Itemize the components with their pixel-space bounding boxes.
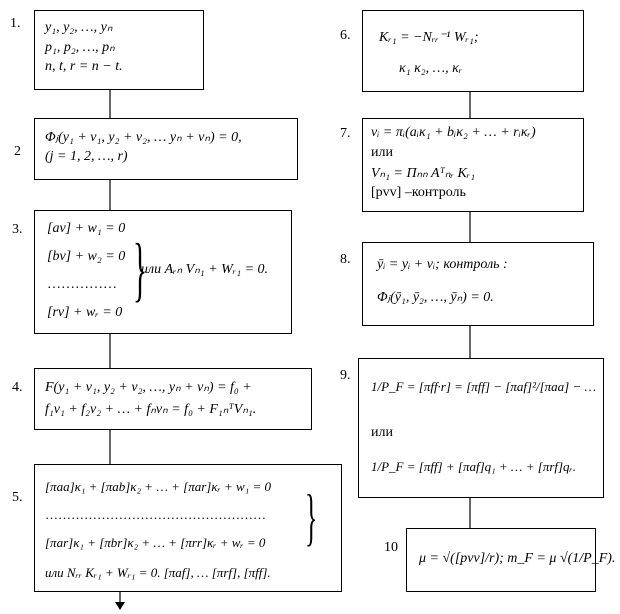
- step-5-line-3: [πar]κ₁ + [πbr]κ₂ + … + [πrr]κᵣ + wᵣ = 0: [45, 535, 266, 550]
- step-10-line-1: μ = √([pvv]/r); m_F = μ √(1/P_F).: [419, 551, 616, 566]
- arrow-down-icon: [115, 602, 125, 610]
- step-2-line-2: (j = 1, 2, …, r): [45, 149, 128, 164]
- step-3-brace: }: [133, 229, 147, 309]
- step-7-number: 7.: [340, 126, 351, 141]
- step-6-line-2: κ₁ κ₂, …, κᵣ: [399, 61, 463, 76]
- step-8-line-2: Φⱼ(ȳ₁, ȳ₂, …, ȳₙ) = 0.: [377, 290, 494, 305]
- step-5-line-1: [πaa]κ₁ + [πab]κ₂ + … + [πar]κᵣ + w₁ = 0: [45, 479, 272, 494]
- step-10-number: 10: [384, 540, 398, 555]
- step-5-line-4: или Nᵣᵣ Kᵣ₁ + Wᵣ₁ = 0. [πaf], … [πrf], [πff].: [45, 565, 271, 580]
- step-9-line-3: 1/P_F = [πff] + [πaf]q₁ + … + [πrf]qᵣ.: [371, 459, 577, 474]
- step-1-line-3: n, t, r = n − t.: [45, 59, 123, 74]
- step-6-box: [362, 10, 584, 92]
- step-6-number: 6.: [340, 28, 351, 43]
- step-7-line-3: Vₙ₁ = Πₙₙ Aᵀₙᵣ Kᵣ₁: [371, 166, 476, 181]
- step-2-number: 2: [14, 144, 21, 159]
- step-1-line-2: p₁, p₂, …, pₙ: [45, 40, 115, 55]
- step-3-box: [34, 210, 292, 334]
- step-8-box: [362, 242, 594, 326]
- step-1-number: 1.: [10, 16, 21, 31]
- step-3-dots: ……………: [47, 277, 117, 292]
- step-3-line-1: [av] + w₁ = 0: [47, 221, 126, 236]
- step-6-line-1: Kᵣ₁ = −Nᵣᵣ⁻¹ Wᵣ₁;: [379, 30, 479, 45]
- step-4-box: [34, 368, 312, 430]
- step-7-line-1: vᵢ = πᵢ(aᵢκ₁ + bᵢκ₂ + … + rᵢκᵣ): [371, 125, 536, 140]
- step-4-number: 4.: [12, 380, 23, 395]
- step-3-line-4: [rv] + wᵣ = 0: [47, 305, 123, 320]
- step-3-side: или Aᵣₙ Vₙ₁ + Wᵣ₁ = 0.: [141, 262, 269, 277]
- step-2-box: [34, 118, 298, 180]
- step-1-box: [34, 10, 204, 90]
- step-7-line-4: [pvv] –контроль: [371, 185, 466, 200]
- step-2-line-1: Φⱼ(y₁ + v₁, y₂ + v₂, … yₙ + vₙ) = 0,: [45, 130, 242, 145]
- step-9-number: 9.: [340, 368, 351, 383]
- step-4-line-1: F(y₁ + v₁, y₂ + v₂, …, yₙ + vₙ) = f₀ +: [45, 380, 252, 395]
- step-9-line-2: или: [371, 425, 393, 440]
- step-1-line-1: y₁, y₂, …, yₙ: [45, 20, 113, 35]
- step-10-box: [406, 528, 616, 592]
- step-3-number: 3.: [12, 222, 23, 237]
- step-5-number: 5.: [12, 490, 23, 505]
- step-5-dots: ……………………………………………: [45, 507, 266, 522]
- step-8-line-1: ȳᵢ = yᵢ + vᵢ; контроль :: [377, 257, 508, 272]
- step-8-number: 8.: [340, 252, 351, 267]
- step-7-line-2: или: [371, 145, 393, 160]
- step-5-box: [34, 464, 342, 592]
- step-3-line-2: [bv] + w₂ = 0: [47, 249, 126, 264]
- step-5-brace: }: [305, 481, 318, 552]
- step-9-line-1: 1/P_F = [πff·r] = [πff] − [πaf]²/[πaa] − …: [371, 379, 597, 394]
- step-9-box: [358, 358, 604, 498]
- step-7-box: [362, 118, 584, 212]
- step-4-line-2: f₁v₁ + f₂v₂ + … + fₙvₙ = f₀ + F₁ₙᵀVₙ₁.: [45, 402, 257, 417]
